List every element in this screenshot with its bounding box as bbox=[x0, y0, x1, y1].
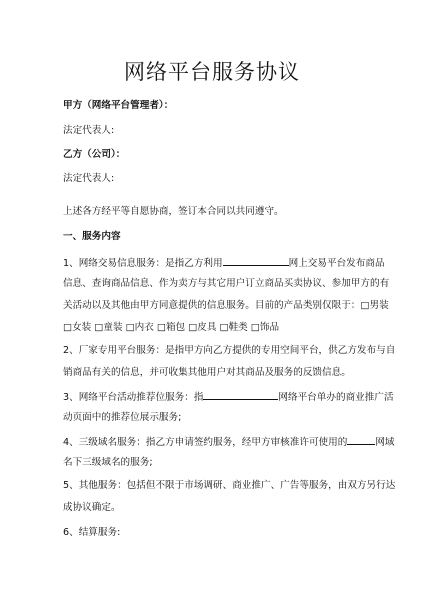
fill-blank bbox=[347, 434, 375, 445]
item3-line2: 动页面中的推荐位展示服务; bbox=[63, 412, 182, 423]
item1-line1 bbox=[63, 255, 385, 271]
item1-line3: 关活动以及其他由甲方同意提供的信息服务。目前的产品类别仅限于：□男装 bbox=[63, 300, 389, 311]
party-a-representative: 法定代表人: bbox=[63, 125, 115, 136]
item1-line1-start: 1、网络交易信息服务：是指乙方利用 bbox=[63, 258, 223, 269]
item2-line1: 2、厂家专用平台服务：是指甲方向乙方提供的专用空间平台，供乙方发布与自 bbox=[63, 345, 396, 356]
fill-blank bbox=[223, 255, 289, 266]
party-b-label: 乙方（公司）： bbox=[63, 149, 126, 160]
item1-line1-end: 网上交易平台发布商品 bbox=[288, 258, 385, 269]
item4-line2: 名下三级域名的服务; bbox=[63, 457, 153, 468]
item4-line1-start: 4、三级域名服务：指乙方申请签约服务，经甲方审核准许可使用的 bbox=[63, 437, 348, 448]
item1-line2: 信息、查询商品信息、作为卖方与其它用户订立商品买卖协议、参加甲方的有 bbox=[63, 278, 390, 289]
item1-line4: □女装 □童装 □内衣 □箱包 □皮具 □鞋类 □饰品 bbox=[63, 322, 280, 333]
party-b-representative: 法定代表人: bbox=[63, 173, 115, 184]
preamble: 上述各方经平等自愿协商，签订本合同以共同遵守。 bbox=[63, 206, 284, 217]
item4-line1 bbox=[63, 434, 395, 450]
item5-line1: 5、其他服务：包括但不限于市场调研、商业推广、广告等服务，由双方另行达 bbox=[63, 480, 396, 491]
party-a-label: 甲方（网络平台管理者）： bbox=[63, 100, 174, 111]
section-heading: 一、服务内容 bbox=[63, 231, 121, 242]
item3-line1-end: 网络平台单办的商业推广活 bbox=[278, 392, 394, 403]
item4-line1-end: 网域 bbox=[375, 437, 395, 448]
item3-line1 bbox=[63, 389, 394, 405]
page-title: 网络平台服务协议 bbox=[124, 60, 300, 84]
item6-line: 6、结算服务: bbox=[63, 527, 121, 538]
fill-blank bbox=[203, 389, 278, 400]
item2-line2: 销商品有关的信息，并可收集其他用户对其商品及服务的反馈信息。 bbox=[63, 367, 351, 378]
item3-line1-start: 3、网络平台活动推荐位服务：指 bbox=[63, 392, 204, 403]
item5-line2: 成协议确定。 bbox=[63, 502, 121, 513]
